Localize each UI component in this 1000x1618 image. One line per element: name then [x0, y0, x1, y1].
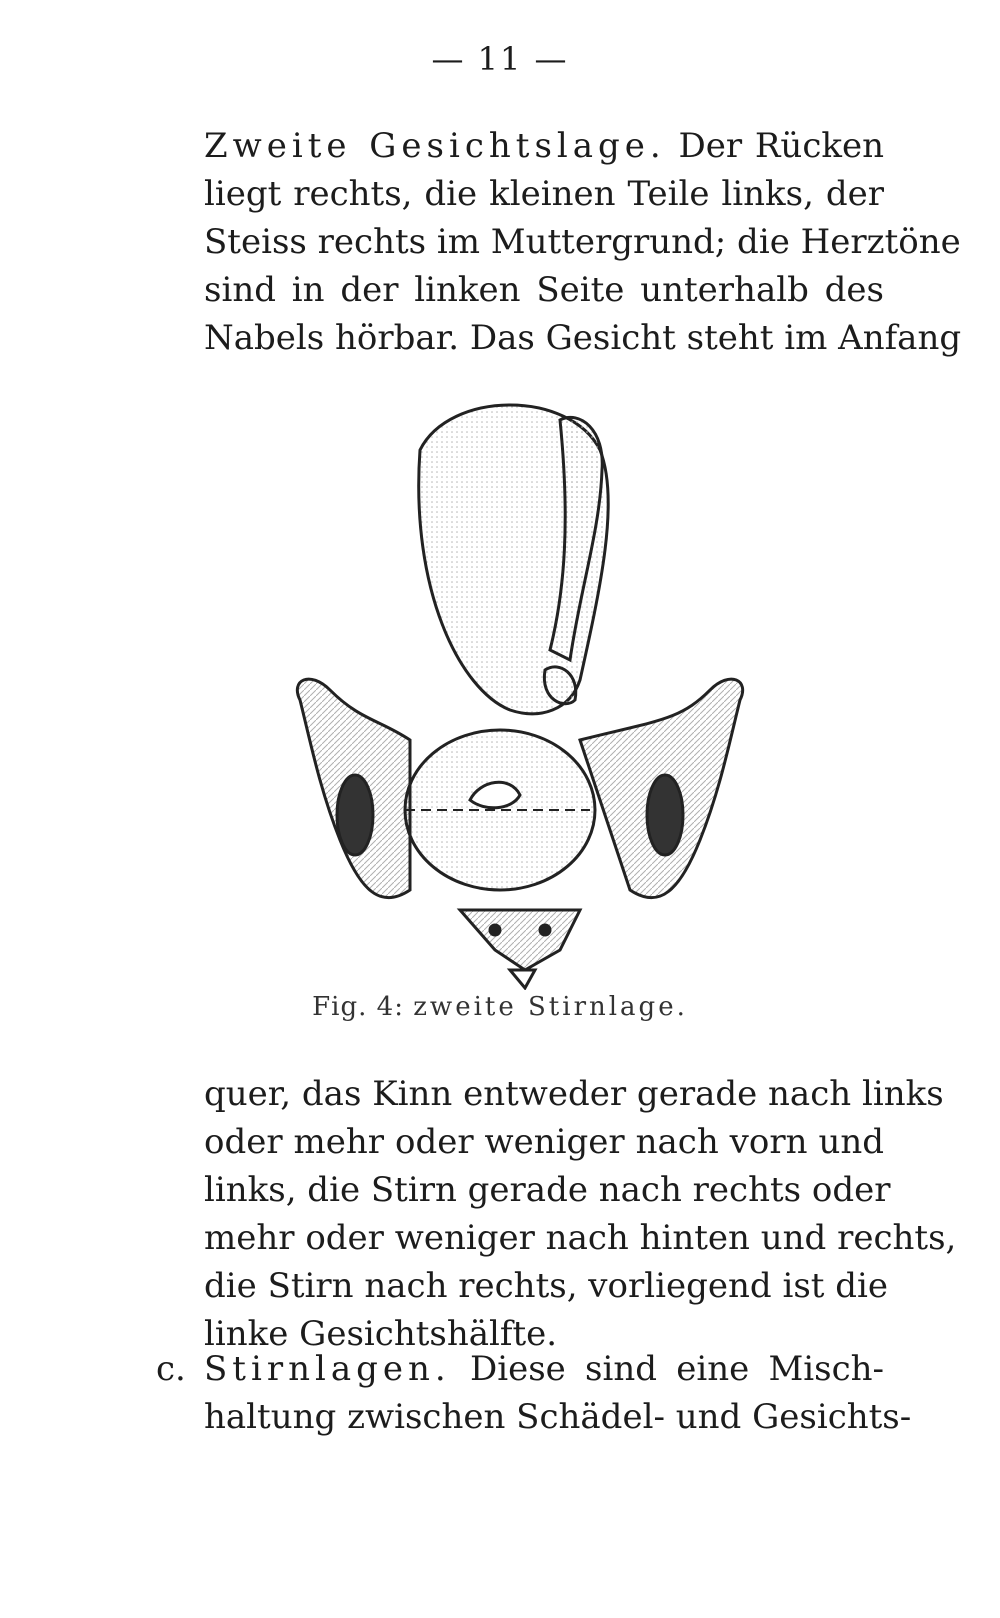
- section-heading: Stirnlagen.: [204, 1349, 451, 1389]
- text-line: oder mehr oder weniger nach vorn und: [204, 1122, 884, 1162]
- figure-title: zweite Stirnlage.: [413, 992, 688, 1022]
- pelvis-left-wing: [297, 679, 410, 898]
- text-line: Nabels hörbar. Das Gesicht steht im Anfang: [204, 318, 962, 358]
- text-line: Steiss rechts im Muttergrund; die Herztöne: [204, 222, 961, 262]
- text-line: sind in der linken Seite unterhalb des: [204, 270, 884, 310]
- fetus-pelvis-illustration: [280, 390, 760, 990]
- pelvis-right-wing: [580, 679, 743, 898]
- paragraph-continuation: [204, 1070, 957, 1358]
- fetus-head: [405, 730, 595, 890]
- page-number: — 11 —: [431, 40, 569, 78]
- figure-label: Fig. 4:: [312, 992, 404, 1022]
- fetus-body: [419, 405, 609, 714]
- section-heading: Zweite Gesichtslage.: [204, 126, 666, 166]
- paragraph-brow-position: [156, 1345, 912, 1441]
- figure-caption: [0, 992, 1000, 1022]
- text-line: die Stirn nach rechts, vorliegend ist die: [204, 1266, 889, 1306]
- list-marker: c.: [156, 1349, 186, 1389]
- text-line: liegt rechts, die kleinen Teile links, der: [204, 174, 884, 214]
- text-line: mehr oder weniger nach hinten und rechts,: [204, 1218, 957, 1258]
- text-line: [204, 1345, 884, 1393]
- text-line: quer, das Kinn entweder gerade nach links: [204, 1074, 944, 1114]
- paragraph-second-face-position: [204, 122, 962, 362]
- text-line: links, die Stirn gerade nach rechts oder: [204, 1170, 891, 1210]
- text-fragment: Der Rücken: [678, 126, 884, 166]
- text-line: linke Gesichtshälfte.: [204, 1314, 558, 1354]
- text-line: haltung zwischen Schädel- und Gesichts-: [204, 1397, 912, 1437]
- text-line: [204, 122, 884, 170]
- sacrum: [460, 910, 580, 988]
- text-fragment: Diese sind eine Misch-: [469, 1349, 885, 1389]
